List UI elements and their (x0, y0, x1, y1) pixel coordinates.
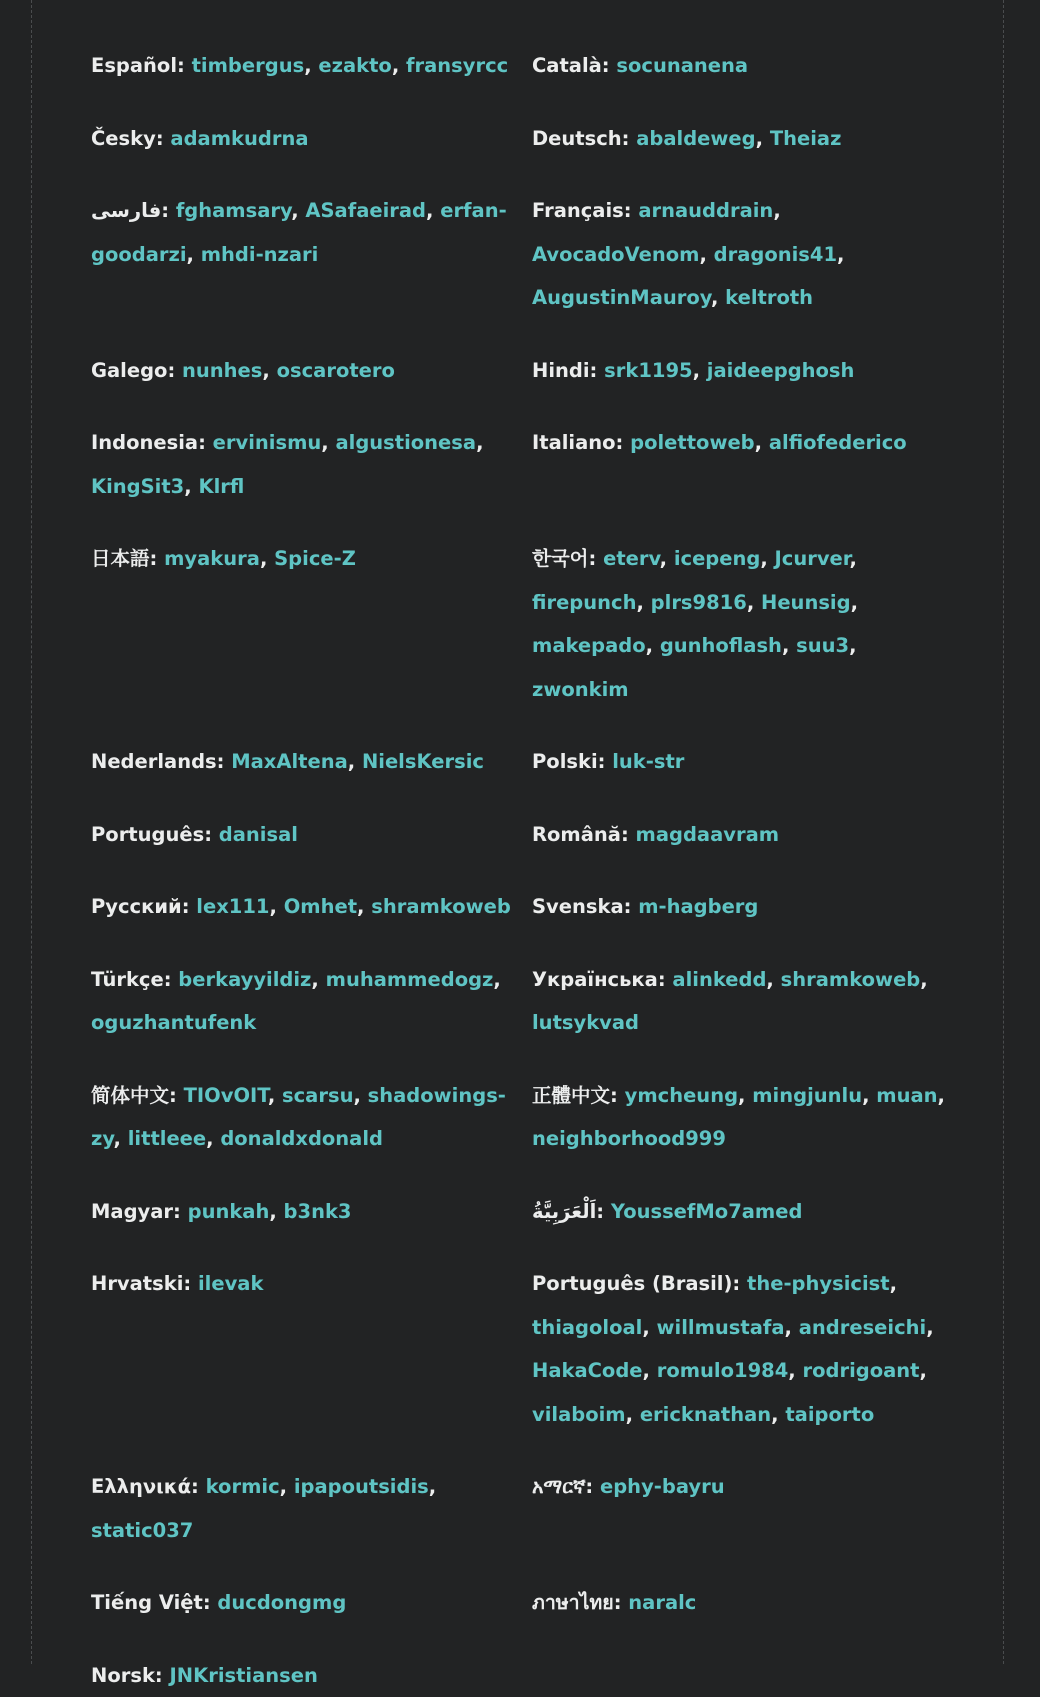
contributor-link[interactable]: alfiofederico (769, 431, 907, 454)
contributor-link[interactable]: makepado (532, 634, 646, 657)
contributor-separator: , (738, 1084, 752, 1107)
language-label: Polski (532, 750, 598, 773)
contributor-link[interactable]: ephy-bayru (600, 1475, 725, 1498)
contributor-link[interactable]: neighborhood999 (532, 1127, 726, 1150)
contributor-link[interactable]: dragonis41 (714, 243, 837, 266)
translator-entry (532, 1465, 951, 1552)
contributor-link[interactable]: gunhoflash (660, 634, 782, 657)
contributor-separator: , (788, 1359, 802, 1382)
contributor-link[interactable]: taiporto (785, 1403, 874, 1426)
language-label: Norsk (91, 1664, 155, 1687)
contributor-link[interactable]: fransyrcc (406, 54, 508, 77)
contributor-separator: , (760, 547, 774, 570)
language-label: Українська (532, 968, 658, 991)
contributor-link[interactable]: danisal (219, 823, 298, 846)
contributor-separator: , (280, 1475, 294, 1498)
language-label: Galego (91, 359, 167, 382)
contributor-link[interactable]: shramkoweb (371, 895, 511, 918)
contributor-link[interactable]: YoussefMo7amed (611, 1200, 803, 1223)
contributor-link[interactable]: naralc (628, 1591, 696, 1614)
translator-entry (532, 813, 951, 857)
label-colon: : (167, 359, 182, 382)
contributor-separator: , (187, 243, 201, 266)
label-colon: : (217, 750, 232, 773)
contributor-link[interactable]: the-physicist (747, 1272, 890, 1295)
contributor-list (198, 1272, 263, 1295)
contributor-link[interactable]: keltroth (725, 286, 813, 309)
label-colon: : (610, 1084, 625, 1107)
translator-entry (91, 44, 532, 88)
translator-entry (532, 349, 951, 393)
label-colon: : (169, 1084, 184, 1107)
contributor-link[interactable]: mingjunlu (752, 1084, 862, 1107)
label-colon: : (589, 547, 604, 570)
label-colon: : (182, 895, 197, 918)
contributor-link[interactable]: muan (876, 1084, 937, 1107)
label-colon: : (596, 1200, 611, 1223)
contributor-list (532, 1272, 934, 1426)
contributor-separator: , (262, 359, 276, 382)
contributor-link[interactable]: donaldxdonald (220, 1127, 383, 1150)
contributor-link[interactable]: lex111 (196, 895, 269, 918)
contributor-link[interactable]: Klrfl (198, 475, 244, 498)
contributor-link[interactable]: m-hagberg (638, 895, 758, 918)
translator-entry (532, 958, 951, 1045)
contributor-separator: , (771, 1403, 785, 1426)
language-label: Ελληνικά (91, 1475, 191, 1498)
language-label: 正體中文 (532, 1084, 610, 1107)
language-label: اَلْعَرَبِيَّةُ (532, 1200, 596, 1223)
contributor-link[interactable]: zwonkim (532, 678, 629, 701)
contributor-link[interactable]: muhammedogz (326, 968, 494, 991)
label-colon: : (155, 1664, 170, 1687)
language-label: Русский (91, 895, 182, 918)
contributor-separator: , (660, 547, 674, 570)
contributor-list (604, 359, 854, 382)
contributor-link[interactable]: timbergus (192, 54, 305, 77)
contributor-separator: , (920, 968, 927, 991)
language-label: 简体中文 (91, 1084, 169, 1107)
contributor-link[interactable]: plrs9816 (651, 591, 747, 614)
contributor-separator: , (429, 1475, 436, 1498)
language-label: Português (91, 823, 204, 846)
contributor-separator: , (782, 634, 796, 657)
label-colon: : (198, 431, 213, 454)
contributor-link[interactable]: thiagoloal (532, 1316, 642, 1339)
contributor-list (170, 1664, 318, 1687)
language-label: Português (Brasil) (532, 1272, 732, 1295)
contributor-list (638, 895, 758, 918)
contributor-list (188, 1200, 352, 1223)
label-colon: : (732, 1272, 747, 1295)
contributor-list (231, 750, 484, 773)
contributor-link[interactable]: polettoweb (630, 431, 755, 454)
contributor-separator: , (269, 895, 283, 918)
contributor-separator: , (849, 634, 856, 657)
label-colon: : (602, 54, 617, 77)
translator-entry (532, 885, 951, 929)
label-colon: : (624, 895, 639, 918)
contributor-link[interactable]: ilevak (198, 1272, 263, 1295)
language-label: Svenska (532, 895, 624, 918)
language-label: Italiano (532, 431, 616, 454)
contributor-link[interactable]: romulo1984 (657, 1359, 789, 1382)
label-colon: : (658, 968, 673, 991)
translator-entry (532, 1262, 951, 1436)
contributor-link[interactable]: icepeng (674, 547, 761, 570)
translators-grid (91, 44, 951, 1697)
contributor-list (630, 431, 907, 454)
contributor-separator: , (642, 1316, 656, 1339)
contributor-separator: , (850, 547, 857, 570)
contributor-link[interactable]: luk-str (612, 750, 684, 773)
contributor-separator: , (766, 968, 780, 991)
contributor-separator: , (756, 127, 770, 150)
contributor-link[interactable]: static037 (91, 1519, 193, 1542)
contributor-separator: , (392, 54, 406, 77)
translator-entry (532, 1581, 951, 1625)
contributor-link[interactable]: ervinismu (213, 431, 322, 454)
contributor-link[interactable]: erfan-goodarzi (91, 199, 507, 266)
contributor-list (192, 54, 509, 77)
language-label: 한국어 (532, 547, 589, 570)
contributor-link[interactable]: willmustafa (657, 1316, 785, 1339)
language-label: Nederlands (91, 750, 217, 773)
contributor-separator: , (268, 1084, 282, 1107)
label-colon: : (156, 127, 171, 150)
contributor-list (611, 1200, 803, 1223)
contributor-separator: , (837, 243, 844, 266)
language-label: Türkçe (91, 968, 164, 991)
contributor-link[interactable]: Heunsig (761, 591, 851, 614)
contributor-link[interactable]: MaxAltena (231, 750, 348, 773)
contributor-link[interactable]: littleee (128, 1127, 206, 1150)
contributor-link[interactable]: shramkoweb (781, 968, 921, 991)
translator-entry (91, 349, 532, 393)
translator-entry (91, 189, 532, 320)
contributor-link[interactable]: mhdi-nzari (201, 243, 319, 266)
contributor-link[interactable]: AvocadoVenom (532, 243, 699, 266)
translator-entry (91, 813, 532, 857)
contributor-link[interactable]: ericknathan (640, 1403, 771, 1426)
contributor-list (600, 1475, 725, 1498)
contributor-link[interactable]: adamkudrna (170, 127, 308, 150)
contributor-link[interactable]: Theiaz (770, 127, 842, 150)
contributor-list (532, 547, 858, 701)
contributor-separator: , (919, 1359, 926, 1382)
contributor-link[interactable]: andreseichi (799, 1316, 926, 1339)
language-label: Deutsch (532, 127, 622, 150)
contributor-link[interactable]: jaideepghosh (707, 359, 855, 382)
contributor-separator: , (348, 750, 362, 773)
language-label: Tiếng Việt (91, 1591, 203, 1614)
contributor-link[interactable]: NielsKersic (362, 750, 484, 773)
contributor-separator: , (114, 1127, 128, 1150)
language-label: Magyar (91, 1200, 173, 1223)
contributor-separator: , (291, 199, 305, 222)
contributor-link[interactable]: HakaCode (532, 1359, 643, 1382)
contributor-separator: , (206, 1127, 220, 1150)
contributor-link[interactable]: KingSit3 (91, 475, 184, 498)
contributor-separator: , (321, 431, 335, 454)
contributor-link[interactable]: JNKristiansen (170, 1664, 318, 1687)
contributor-link[interactable]: AugustinMauroy (532, 286, 711, 309)
label-colon: : (616, 431, 631, 454)
contributor-list (612, 750, 684, 773)
contributor-separator: , (711, 286, 725, 309)
label-colon: : (177, 54, 192, 77)
translator-entry (91, 537, 532, 711)
translator-entry (532, 189, 951, 320)
label-colon: : (585, 1475, 600, 1498)
label-colon: : (621, 823, 636, 846)
contributor-separator: , (862, 1084, 876, 1107)
contributor-separator: , (643, 1359, 657, 1382)
translator-entry (532, 117, 951, 161)
contributor-separator: , (304, 54, 318, 77)
label-colon: : (164, 968, 179, 991)
contributor-separator: , (311, 968, 325, 991)
translator-entry (532, 421, 951, 508)
label-colon: : (204, 823, 219, 846)
contributor-separator: , (693, 359, 707, 382)
contributor-separator: , (626, 1403, 640, 1426)
translator-entry (91, 1654, 532, 1697)
contributor-link[interactable]: oscarotero (277, 359, 395, 382)
contributor-link[interactable]: shadowings-zy (91, 1084, 506, 1151)
contributor-link[interactable]: Spice-Z (274, 547, 356, 570)
contributor-list (182, 359, 395, 382)
translator-entry (532, 44, 951, 88)
contributor-link[interactable]: algustionesa (335, 431, 476, 454)
contributor-separator: , (851, 591, 858, 614)
contributor-list (636, 823, 780, 846)
contributor-separator: , (938, 1084, 945, 1107)
label-colon: : (161, 199, 176, 222)
language-label: Català (532, 54, 602, 77)
language-label: Română (532, 823, 621, 846)
language-label: 日本語 (91, 547, 150, 570)
translator-entry (532, 1190, 951, 1234)
contributor-list (217, 1591, 346, 1614)
contributor-link[interactable]: abaldeweg (636, 127, 755, 150)
label-colon: : (173, 1200, 188, 1223)
contributor-link[interactable]: arnauddrain (638, 199, 773, 222)
translator-entry (532, 537, 951, 711)
contributor-link[interactable]: vilaboim (532, 1403, 626, 1426)
contributor-separator: , (636, 591, 650, 614)
contributor-link[interactable]: rodrigoant (802, 1359, 919, 1382)
contributor-separator: , (773, 199, 780, 222)
contributor-list (196, 895, 511, 918)
contributor-separator: , (699, 243, 713, 266)
contributor-link[interactable]: fghamsary (176, 199, 291, 222)
contributor-list (616, 54, 748, 77)
label-colon: : (150, 547, 165, 570)
translator-entry (91, 1074, 532, 1161)
contributor-link[interactable]: suu3 (796, 634, 849, 657)
language-label: Indonesia (91, 431, 198, 454)
label-colon: : (590, 359, 605, 382)
contributor-link[interactable]: lutsykvad (532, 1011, 639, 1034)
contributor-link[interactable]: alinkedd (672, 968, 766, 991)
language-label: ภาษาไทย (532, 1591, 614, 1614)
label-colon: : (624, 199, 639, 222)
language-label: فارسی (91, 199, 161, 222)
contributor-separator: , (476, 431, 483, 454)
contributor-link[interactable]: berkayyildiz (178, 968, 311, 991)
contributor-list (636, 127, 841, 150)
contributor-separator: , (353, 1084, 367, 1107)
language-label: Français (532, 199, 624, 222)
contributor-link[interactable]: eterv (603, 547, 660, 570)
label-colon: : (622, 127, 637, 150)
contributor-separator: , (493, 968, 500, 991)
label-colon: : (598, 750, 613, 773)
contributor-separator: , (926, 1316, 933, 1339)
contributor-link[interactable]: kormic (206, 1475, 280, 1498)
contributor-separator: , (646, 634, 660, 657)
translator-entry (91, 1190, 532, 1234)
contributor-separator: , (890, 1272, 897, 1295)
contributor-separator: , (357, 895, 371, 918)
contributor-link[interactable]: Jcurver (775, 547, 850, 570)
contributor-separator: , (747, 591, 761, 614)
label-colon: : (191, 1475, 206, 1498)
label-colon: : (614, 1591, 629, 1614)
translator-entry (91, 1262, 532, 1436)
translator-entry (532, 1074, 951, 1161)
language-label: Español (91, 54, 177, 77)
contributor-separator: , (184, 475, 198, 498)
translator-entry (91, 885, 532, 929)
contributor-link[interactable]: TIOvOIT (184, 1084, 268, 1107)
contributor-separator: , (755, 431, 769, 454)
contributor-separator: , (269, 1200, 283, 1223)
contributor-link[interactable]: myakura (164, 547, 260, 570)
label-colon: : (183, 1272, 198, 1295)
contributor-link[interactable]: punkah (188, 1200, 270, 1223)
language-label: Česky (91, 127, 156, 150)
translator-entry (532, 740, 951, 784)
translator-entry (91, 1581, 532, 1625)
contributor-link[interactable]: oguzhantufenk (91, 1011, 256, 1034)
language-label: Hrvatski (91, 1272, 183, 1295)
contributor-link[interactable]: b3nk3 (284, 1200, 352, 1223)
contributor-list (170, 127, 308, 150)
language-label: አማርኛ (532, 1475, 585, 1498)
contributor-link[interactable]: scarsu (282, 1084, 353, 1107)
contributor-link[interactable]: srk1195 (604, 359, 692, 382)
contributor-separator: , (785, 1316, 799, 1339)
translator-entry (91, 117, 532, 161)
contributor-link[interactable]: socunanena (616, 54, 748, 77)
translator-entry (91, 958, 532, 1045)
contributor-link[interactable]: ducdongmg (217, 1591, 346, 1614)
contributor-separator: , (426, 199, 440, 222)
contributor-link[interactable]: Omhet (284, 895, 357, 918)
contributor-link[interactable]: ipapoutsidis (294, 1475, 429, 1498)
contributor-link[interactable]: ezakto (318, 54, 391, 77)
language-label: Hindi (532, 359, 590, 382)
contributor-link[interactable]: firepunch (532, 591, 636, 614)
contributor-link[interactable]: nunhes (182, 359, 262, 382)
translator-entry (91, 1465, 532, 1552)
contributor-link[interactable]: ymcheung (625, 1084, 738, 1107)
translator-entry (91, 421, 532, 508)
contributor-list (219, 823, 298, 846)
contributor-link[interactable]: ASafaeirad (305, 199, 426, 222)
contributor-list (164, 547, 356, 570)
label-colon: : (203, 1591, 218, 1614)
translator-entry (91, 740, 532, 784)
contributor-link[interactable]: magdaavram (636, 823, 780, 846)
contributor-separator: , (260, 547, 274, 570)
contributor-list (628, 1591, 696, 1614)
